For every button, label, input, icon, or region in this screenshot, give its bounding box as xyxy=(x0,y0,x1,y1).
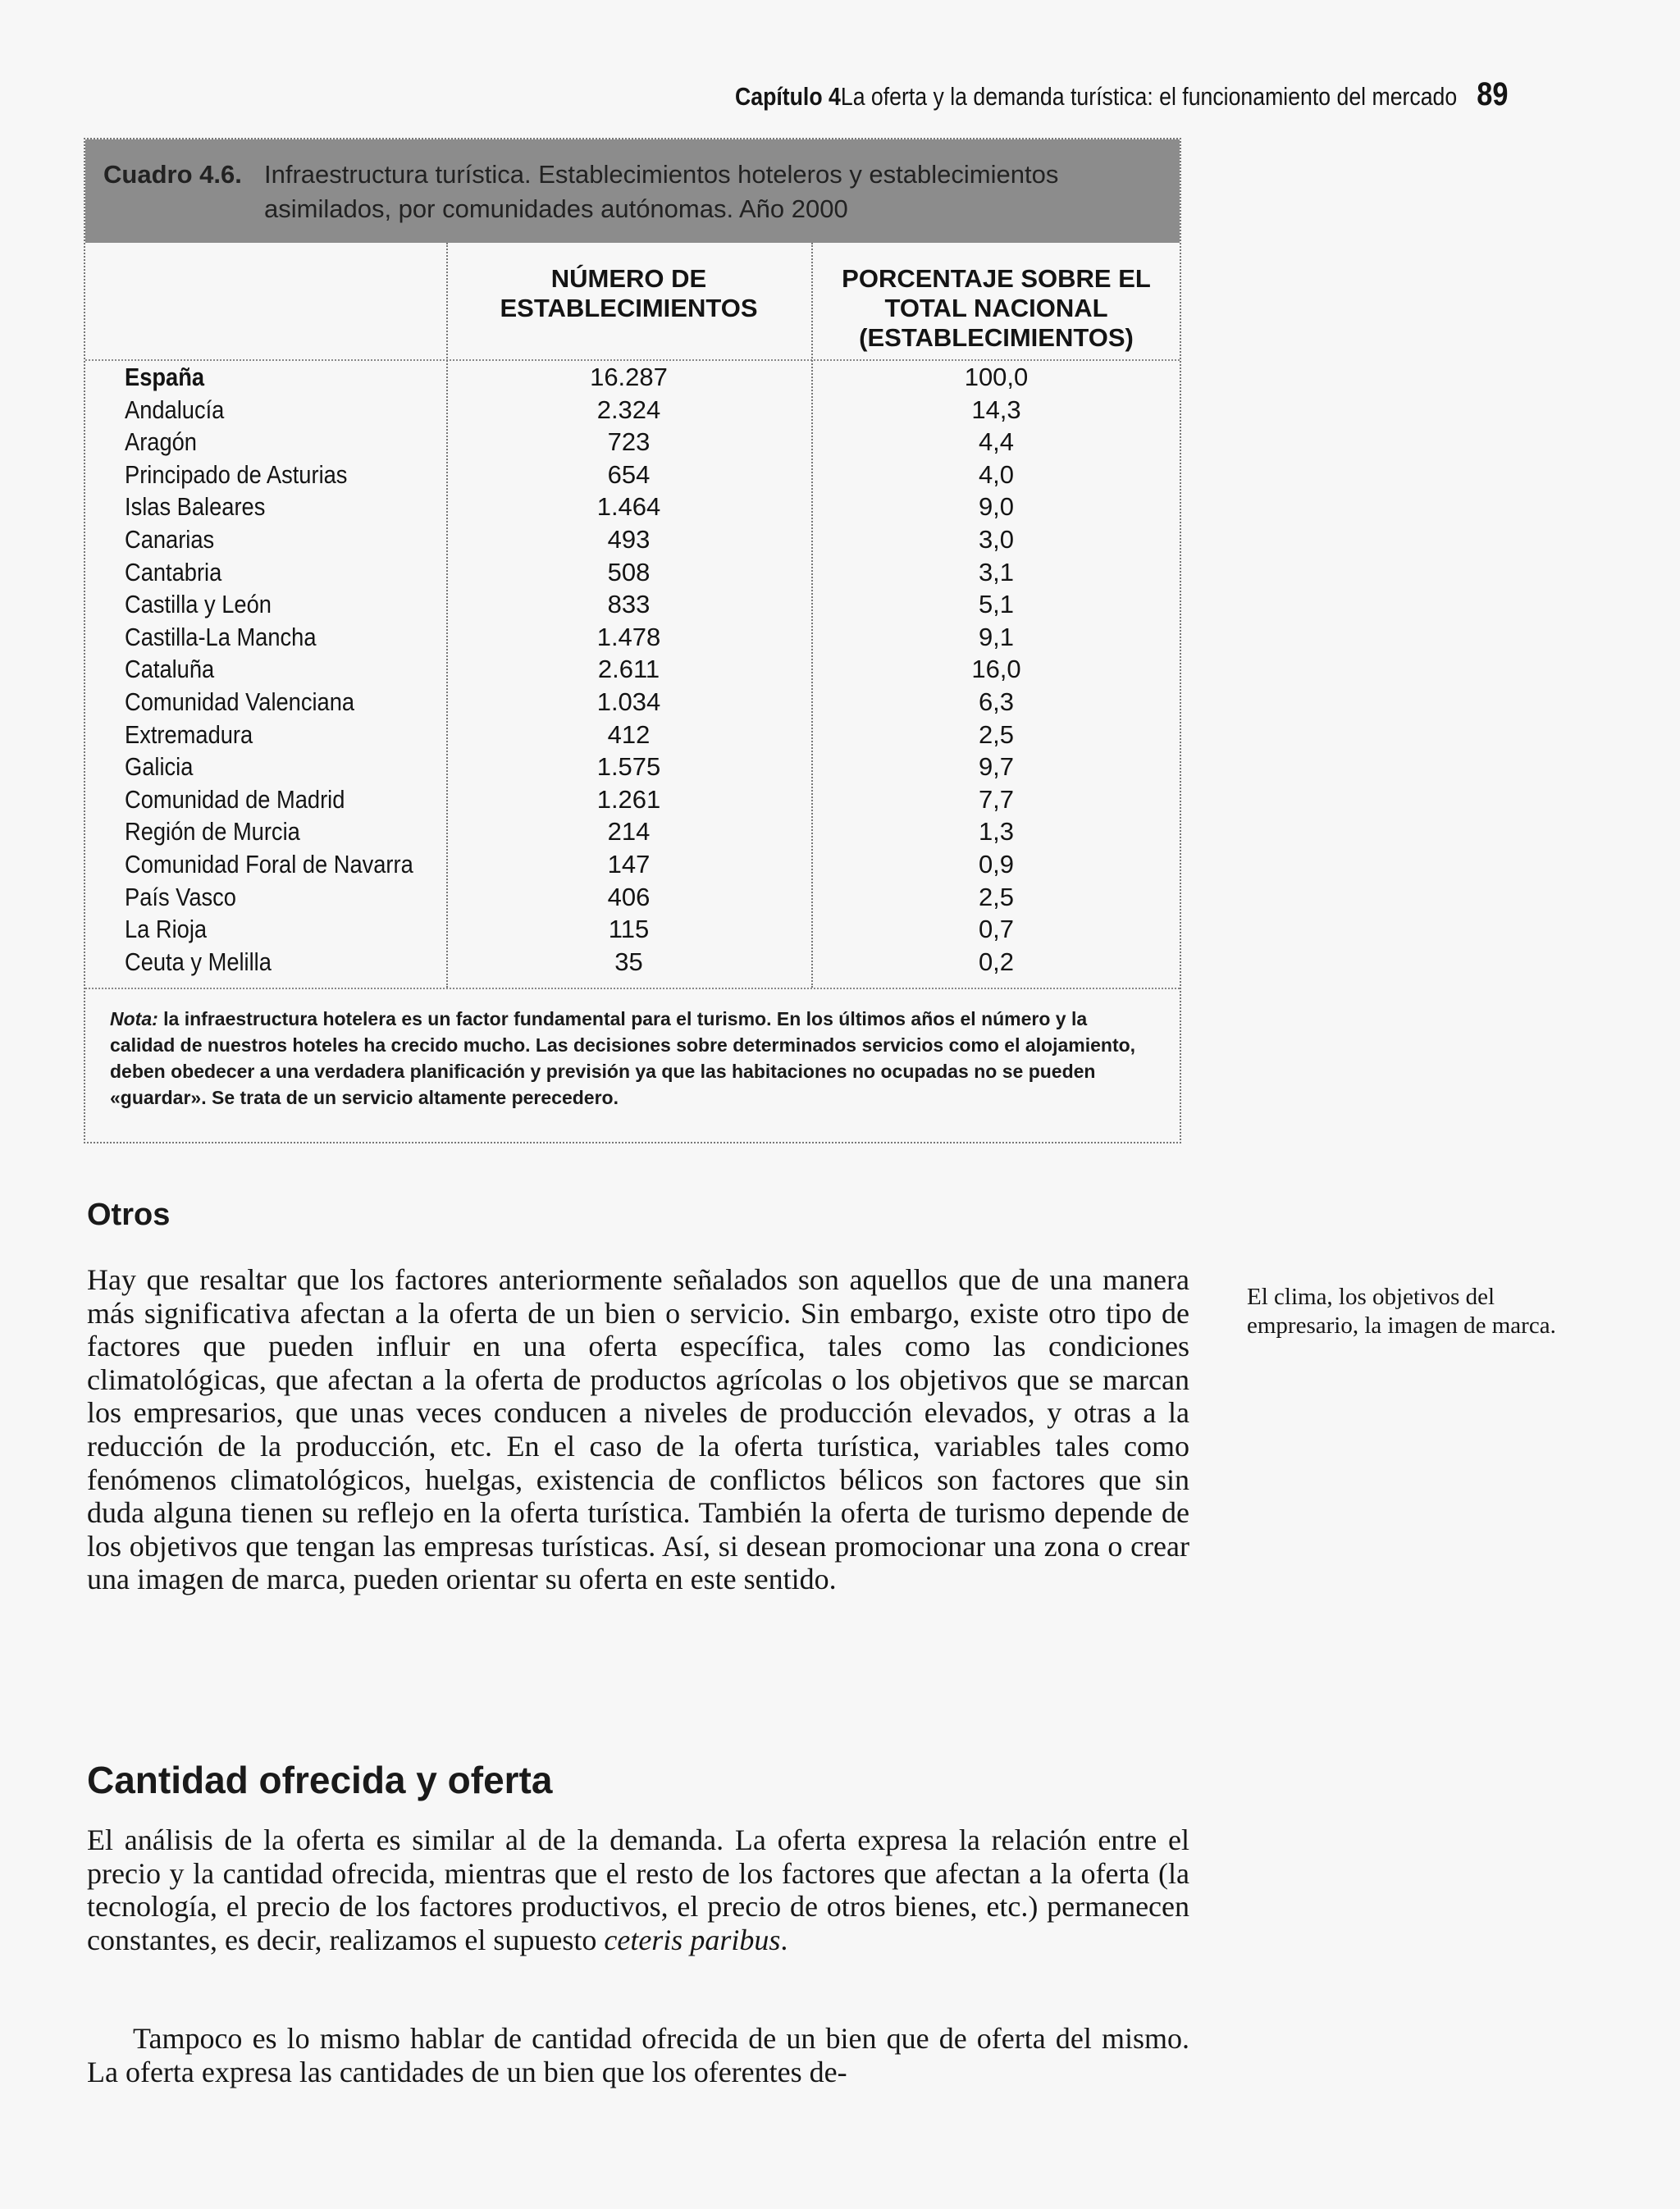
row-establishments-count: 16.287 xyxy=(590,363,668,391)
chapter-title: La oferta y la demanda turística: el funcionamiento del mercado xyxy=(840,82,1458,111)
row-national-percent: 1,3 xyxy=(978,817,1015,847)
row-region-name: Castilla-La Mancha xyxy=(125,622,317,651)
row-establishments-count: 2.611 xyxy=(597,655,660,684)
row-region-name: Islas Baleares xyxy=(125,492,266,522)
chapter-label: Capítulo 4 xyxy=(735,82,841,111)
row-region-name: Principado de Asturias xyxy=(125,459,348,489)
column-header-number: NÚMERO DE ESTABLECIMIENTOS xyxy=(500,264,758,322)
table-row xyxy=(85,394,1180,427)
row-region-name: Comunidad de Madrid xyxy=(125,784,345,814)
table-row xyxy=(85,361,1180,394)
table-body xyxy=(85,361,1180,978)
row-national-percent: 4,4 xyxy=(978,427,1015,457)
row-establishments-count: 214 xyxy=(607,817,651,847)
row-establishments-count: 406 xyxy=(607,882,651,911)
row-national-percent: 4,0 xyxy=(978,459,1015,489)
row-establishments-count: 833 xyxy=(607,590,651,619)
row-region-name: Región de Murcia xyxy=(125,817,300,847)
row-national-percent: 0,7 xyxy=(978,915,1015,944)
row-establishments-count: 2.324 xyxy=(596,395,661,424)
row-establishments-count: 1.464 xyxy=(596,492,661,522)
row-national-percent: 0,2 xyxy=(978,947,1015,976)
note-label: Nota: xyxy=(110,1008,158,1029)
row-establishments-count: 147 xyxy=(607,849,651,879)
row-region-name: Extremadura xyxy=(125,719,253,749)
row-region-name: Aragón xyxy=(125,427,197,457)
table-row xyxy=(85,881,1180,914)
section-heading-otros: Otros xyxy=(87,1198,171,1232)
row-establishments-count: 1.261 xyxy=(596,784,661,814)
row-national-percent: 7,7 xyxy=(978,784,1015,814)
row-establishments-count: 723 xyxy=(607,427,651,457)
table-row xyxy=(85,946,1180,979)
table-row xyxy=(85,783,1180,816)
row-region-name: Cantabria xyxy=(125,557,222,586)
row-national-percent: 2,5 xyxy=(978,882,1015,911)
paragraph-text: El análisis de la oferta es similar al de la demanda. La oferta expresa la relación entre el precio y la cantidad ofrecida, mientras que el resto de los factores que afectan a la oferta (la tecnología, el precio de los factores productivos, el precio de otros bienes, etc.) permanecen constantes, es decir, realizamos el supuesto xyxy=(87,1823,1189,1956)
row-region-name: La Rioja xyxy=(125,915,208,944)
row-region-name: Canarias xyxy=(125,524,215,554)
row-establishments-count: 115 xyxy=(608,915,650,944)
running-header xyxy=(735,75,1509,116)
table-row xyxy=(85,621,1180,654)
row-region-name: Comunidad Foral de Navarra xyxy=(125,849,413,879)
note-text: la infraestructura hotelera es un factor fundamental para el turismo. En los últimos años el número y la calidad de nuestros hoteles ha crecido mucho. Las decisiones sobre determinados servicios como el alojamiento, deben obedecer a una verdadera planificación y previsión ya que las habitaciones no ocupadas no se pueden «guardar». Se trata de un servicio altamente perecedero. xyxy=(110,1008,1136,1108)
row-national-percent: 100,0 xyxy=(964,363,1029,391)
table-caption-number: Cuadro 4.6. xyxy=(103,160,242,189)
row-region-name: Ceuta y Melilla xyxy=(125,947,272,976)
row-national-percent: 6,3 xyxy=(978,687,1015,716)
row-region-name: Cataluña xyxy=(125,655,215,684)
page-number: 89 xyxy=(1477,76,1509,112)
margin-note: El clima, los objetivos del empresario, la imagen de marca. xyxy=(1247,1284,1556,1339)
row-establishments-count: 1.034 xyxy=(596,687,661,716)
row-establishments-count: 1.478 xyxy=(596,622,661,651)
table-row xyxy=(85,719,1180,751)
table-row xyxy=(85,686,1180,719)
row-establishments-count: 35 xyxy=(614,947,643,976)
row-national-percent: 3,1 xyxy=(978,557,1015,586)
table-header xyxy=(85,243,1180,361)
paragraph-text-end: . xyxy=(780,1923,788,1956)
table-row xyxy=(85,459,1180,491)
paragraph-otros: Hay que resaltar que los factores anteriormente señalados son aquellos que de una manera más significativa afectan a la oferta de un bien o servicio. Sin embargo, existe otro tipo de factores que pueden influir en una oferta específica, tales como las condiciones climatológicas, que afectan a la oferta de productos agrícolas o los objetivos que se marcan los empresarios, que unas veces conducen a niveles de producción elevados, y otras a la reducción de la producción, etc. En el caso de la oferta turística, variables tales como fenómenos climatológicos, huelgas, existencia de conflictos bélicos son factores que sin duda alguna tienen su reflejo en la oferta turística. También la oferta de turismo depende de los objetivos que tengan las empresas turísticas. Así, si desean promocionar una zona o crear una imagen de marca, pueden orientar su oferta en este sentido. xyxy=(87,1263,1189,1596)
statistics-table xyxy=(84,138,1181,1143)
table-row xyxy=(85,751,1180,783)
row-region-name: Galicia xyxy=(125,752,194,782)
row-establishments-count: 654 xyxy=(607,459,651,489)
row-establishments-count: 493 xyxy=(607,524,651,554)
table-row xyxy=(85,653,1180,686)
row-national-percent: 2,5 xyxy=(978,719,1015,749)
row-national-percent: 5,1 xyxy=(978,590,1015,619)
table-row xyxy=(85,523,1180,556)
paragraph-cantidad-2: Tampoco es lo mismo hablar de cantidad ofrecida de un bien que de oferta del mismo. La oferta expresa las cantidades de un bien que los oferentes de- xyxy=(87,2022,1189,2088)
row-region-name: País Vasco xyxy=(125,882,236,911)
row-region-name: España xyxy=(125,363,205,391)
row-national-percent: 14,3 xyxy=(971,395,1021,424)
table-row xyxy=(85,426,1180,459)
row-national-percent: 3,0 xyxy=(978,524,1015,554)
row-region-name: Comunidad Valenciana xyxy=(125,687,355,716)
row-region-name: Castilla y León xyxy=(125,590,272,619)
row-national-percent: 9,1 xyxy=(978,622,1015,651)
row-national-percent: 9,7 xyxy=(978,752,1015,782)
section-heading-cantidad: Cantidad ofrecida y oferta xyxy=(87,1759,553,1801)
row-establishments-count: 508 xyxy=(607,557,651,586)
table-caption-text: Infraestructura turística. Establecimientos hoteleros y establecimientos asimilados, por comunidades autónomas. Año 2000 xyxy=(264,160,1059,223)
table-note xyxy=(85,988,1180,1111)
table-row xyxy=(85,491,1180,523)
table-row xyxy=(85,913,1180,946)
table-caption xyxy=(85,139,1180,243)
table-row xyxy=(85,588,1180,621)
table-row xyxy=(85,815,1180,848)
row-establishments-count: 412 xyxy=(607,719,651,749)
table-row xyxy=(85,848,1180,881)
row-establishments-count: 1.575 xyxy=(596,752,661,782)
column-header-percent: PORCENTAJE SOBRE EL TOTAL NACIONAL (ESTABLECIMIENTOS) xyxy=(842,264,1151,352)
row-national-percent: 16,0 xyxy=(971,655,1021,684)
table-row xyxy=(85,556,1180,589)
paragraph-italic-term: ceteris paribus xyxy=(604,1923,781,1956)
row-national-percent: 9,0 xyxy=(978,492,1015,522)
paragraph-cantidad-1 xyxy=(87,1823,1189,1956)
row-national-percent: 0,9 xyxy=(978,849,1015,879)
row-region-name: Andalucía xyxy=(125,395,225,424)
